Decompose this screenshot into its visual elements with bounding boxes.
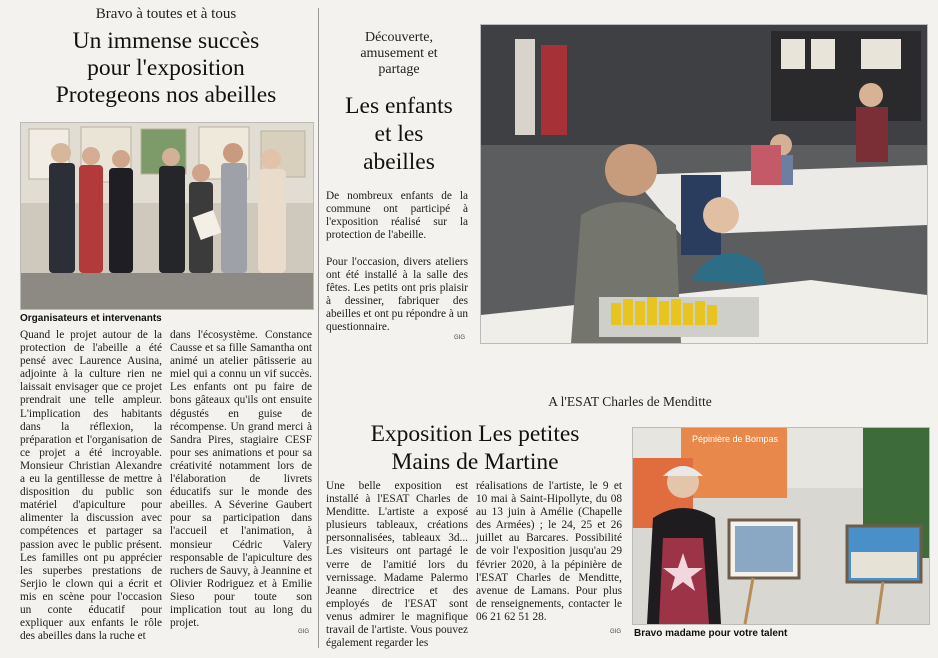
column-divider [318,8,319,648]
article2-title-line1: Les enfants [345,93,453,119]
article3-title-line1: Exposition Les petites [370,421,580,447]
article3-column-1: Une belle exposition est installé à l'ESAT Charles de Menditte. L'artiste a exposé plusieurs tableaux, créations personnalisées, tableaux 3d... Les visiteurs ont partagé le verre de l'amitié lors du vernissage. Madame Palermo Jeanne directrice et des employés de l'ESAT sont venus admirer le magnifique travail de l'artiste. Vous pouvez également regarder les [326,480,468,650]
article1-title [20,28,312,109]
nursery-sign-text: Pépinière de Bompas [691,434,779,444]
article2-paragraph-1: De nombreux enfants de la commune ont participé à l'exposition réalisé sur la protection de l'abeille. [326,190,468,242]
article2-title-line3: abeilles [363,149,435,175]
article1-photo-caption: Organisateurs et intervenants [20,313,162,324]
article3-title-line2: Mains de Martine [391,449,559,475]
organizers-photo [20,122,314,310]
article2-kicker-line1: Découverte, [364,30,434,45]
article2-kicker [330,30,468,78]
article3-title [326,420,624,476]
artist-photo [632,427,930,625]
article1-column-1: Quand le projet autour de la protection de l'abeille a été pensé avec Laurence Ausina, adjointe à la culture rien ne laissait envisager que ce projet prendrait une telle ampleur. L'implication des habitants dans la réflexion, la préparation et l'organisation de ce projet a été incroyable. Monsieur Christian Alexandre a eu la gentillesse de mettre à disposition du public son matériel d'apiculture pour alimenter la discussion avec compétences et partager sa passion avec le public présent. Les familles ont pu apprécier les superbes prestations de Serjio le clown qui a écrit et mis en scène pour l'occasion un conte éducatif pour expliquer aux enfants le rôle des abeilles dans la ruche et [20,329,162,643]
article1-title-line3: Protegeons nos abeilles [55,82,277,109]
article3-kicker: A l'ESAT Charles de Menditte [548,394,712,409]
article3-credit: GIG [610,629,622,635]
article2-title [330,92,468,176]
article1-column-2: dans l'écosystème. Constance Causse et sa fille Samantha ont animé un atelier pâtisserie au miel qui a connu un vif succès. Les enfants ont pu faire de bons gâteaux qu'ils ont ensuite dégustés en guise de récompense. Un grand merci à Sandra Pires, stagiaire CESF pour ses animations et pour sa créativité notamment lors de l'élaboration de livrets éducatifs sur le monde des abeilles. A Séverine Gaubert pour sa participation dans l'accueil et l'animation, à monsieur Cédric Valery responsable de l'apiculture des ruchers de Sauvy, à Jeannine et Olivier Rodriguez et à Emilie Sieso pour toute son implication tout au long du projet. [170,329,312,630]
article2-kicker-line3: partage [378,62,420,77]
article3-photo-caption: Bravo madame pour votre talent [634,628,788,639]
article3-column-2: réalisations de l'artiste, le 9 et 10 mai à Saint-Hipollyte, du 08 au 13 juin à Amélie (Chapelle des Armées) ; le 24, 25 et 26 juillet au Barcares. Possibilité de voir l'exposition jusqu'au 29 février 2020, à la pépinière de l'ESAT Charles de Menditte, avenue de Lamans. Pour plus de renseignements, contacter le 06 21 62 51 28. [476,480,622,623]
article2-title-line2: et les [374,121,424,147]
article2-kicker-line2: amusement et [360,46,438,61]
article1-title-line1: Un immense succès [72,28,260,54]
article1-title-line2: pour l'exposition [87,55,245,82]
article2-paragraph-2: Pour l'occasion, divers ateliers ont été installé à la salle des fêtes. Les petits ont pris plaisir à dessiner, fabriquer des abeilles et ont pu répondre à un questionnaire. [326,256,468,334]
article2-credit: GIG [454,335,466,341]
children-workshop-photo [480,24,928,344]
article1-kicker: Bravo à toutes et à tous [95,6,237,22]
article1-credit: GIG [298,629,310,635]
